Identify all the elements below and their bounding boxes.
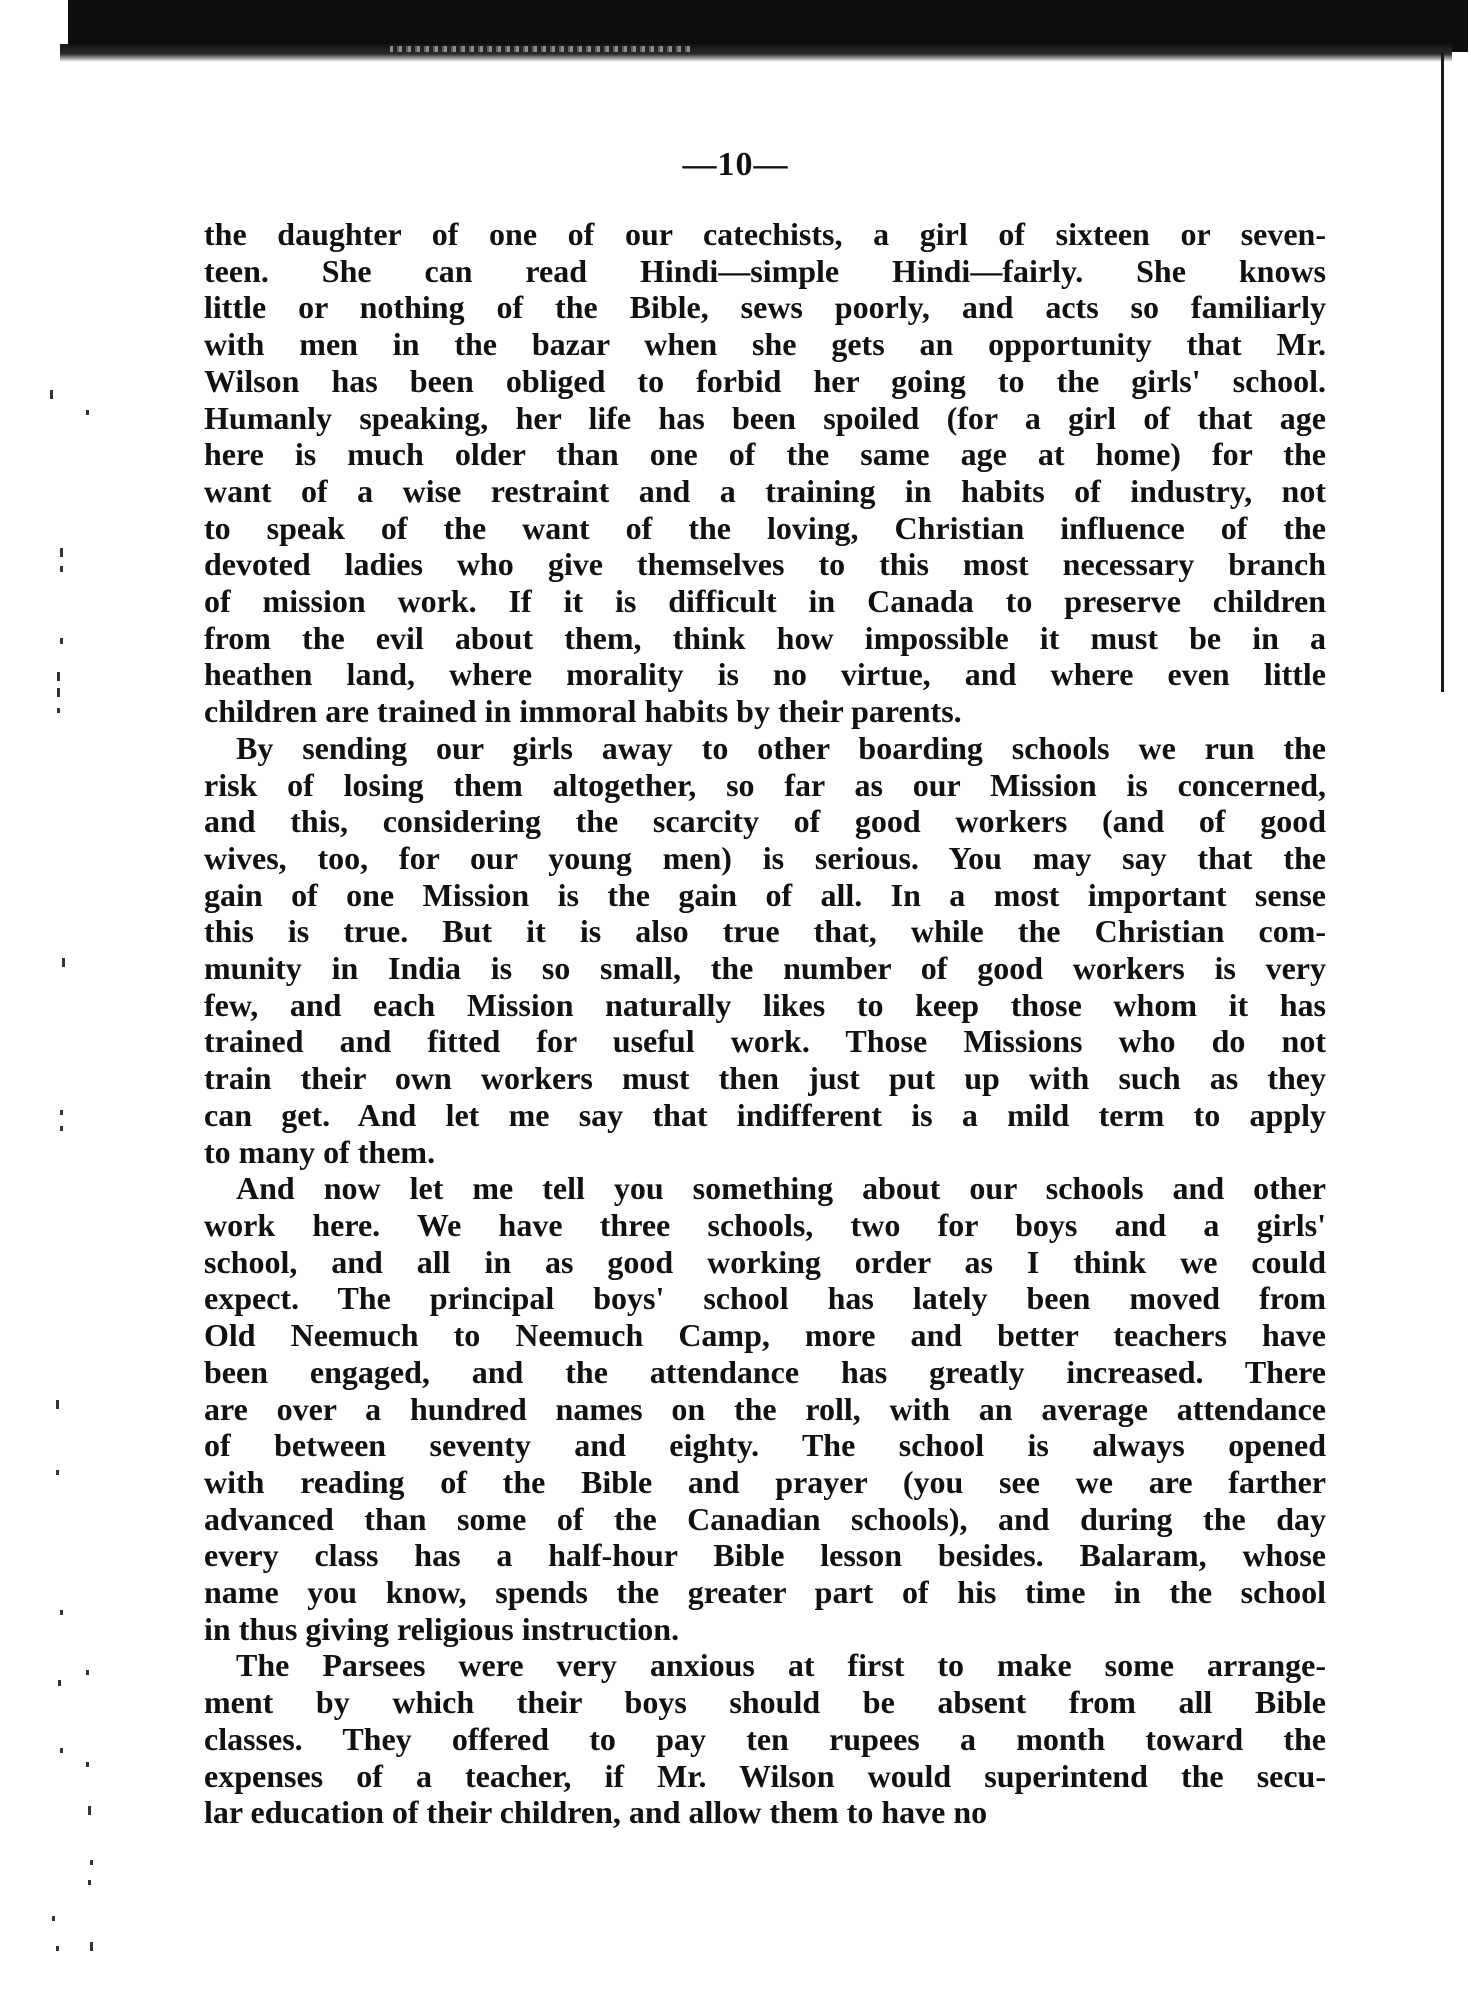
text-line: school, and all in as good working order as I think we could — [204, 1243, 1326, 1280]
text-line: from the evil about them, think how impossible it must be in a — [204, 619, 1326, 656]
text-line: ment by which their boys should be absent from all Bible — [204, 1684, 1326, 1721]
text-line: are over a hundred names on the roll, with an average attendance — [204, 1390, 1326, 1427]
text-line: classes. They offered to pay ten rupees a month toward the — [204, 1720, 1326, 1757]
text-line: Wilson has been obliged to forbid her going to the girls' school. — [204, 362, 1326, 399]
text-line: the daughter of one of our catechists, a girl of sixteen or seven- — [204, 216, 1326, 252]
text-line: munity in India is so small, the number of good workers is very — [204, 950, 1326, 987]
scan-speck — [60, 1126, 63, 1131]
text-line: risk of losing them altogether, so far as our Mission is concerned, — [204, 766, 1326, 803]
text-line: few, and each Mission naturally likes to keep those whom it has — [204, 986, 1326, 1023]
scan-speck — [62, 958, 65, 967]
text-line: this is true. But it is also true that, while the Christian com- — [204, 913, 1326, 950]
text-line: wives, too, for our young men) is serious. You may say that the — [204, 839, 1326, 876]
paragraph — [204, 1647, 1326, 1831]
text-line: expenses of a teacher, if Mr. Wilson would superintend the secu- — [204, 1757, 1326, 1794]
text-line: to many of them. — [204, 1133, 436, 1170]
scan-speck — [60, 1748, 63, 1753]
text-line: work here. We have three schools, two for boys and a girls' — [204, 1206, 1326, 1243]
page-number: —10— — [682, 146, 789, 183]
scan-speck — [86, 1762, 89, 1767]
scan-speck — [56, 1946, 59, 1951]
text-line: expect. The principal boys' school has lately been moved from — [204, 1280, 1326, 1317]
scan-binding-edge — [60, 44, 1452, 62]
scan-speck — [86, 1670, 89, 1675]
text-line: devoted ladies who give themselves to this most necessary branch — [204, 546, 1326, 583]
text-line: heathen land, where morality is no virtue, and where even little — [204, 656, 1326, 693]
text-line: teen. She can read Hindi—simple Hindi—fairly. She knows — [204, 252, 1326, 289]
scan-speck — [57, 688, 60, 697]
scan-speck — [56, 1470, 59, 1475]
text-line: want of a wise restraint and a training in habits of industry, not — [204, 472, 1326, 509]
scan-speck — [60, 566, 63, 572]
text-line: children are trained in immoral habits by their parents. — [204, 693, 962, 730]
scan-speck — [60, 1610, 63, 1615]
text-line: can get. And let me say that indifferent is a mild term to apply — [204, 1096, 1326, 1133]
paragraph — [204, 1170, 1326, 1647]
scan-noise — [390, 46, 690, 52]
text-line: name you know, spends the greater part of his time in the school — [204, 1574, 1326, 1611]
text-line: The Parsees were very anxious at first to make some arrange- — [236, 1647, 1326, 1684]
text-line: By sending our girls away to other boarding schools we run the — [236, 729, 1326, 766]
text-line: here is much older than one of the same age at home) for the — [204, 436, 1326, 473]
text-line: every class has a half-hour Bible lesson besides. Balaram, whose — [204, 1537, 1326, 1574]
paragraph — [204, 216, 1326, 730]
text-line: in thus giving religious instruction. — [204, 1610, 680, 1647]
scan-speck — [56, 1400, 59, 1409]
scan-speck — [86, 410, 89, 415]
text-line: gain of one Mission is the gain of all. In a most important sense — [204, 876, 1326, 913]
text-line: with reading of the Bible and prayer (you see we are farther — [204, 1463, 1326, 1500]
text-line: with men in the bazar when she gets an opportunity that Mr. — [204, 326, 1326, 363]
scan-speck — [57, 672, 60, 681]
scan-speck — [58, 1680, 61, 1686]
scan-speck — [88, 1806, 91, 1815]
text-line: train their own workers must then just put up with such as they — [204, 1060, 1326, 1097]
text-line: of between seventy and eighty. The school is always opened — [204, 1427, 1326, 1464]
scan-speck — [50, 390, 53, 399]
text-line: of mission work. If it is difficult in Canada to preserve children — [204, 583, 1326, 620]
scan-speck — [90, 1942, 93, 1951]
body-text — [204, 216, 1326, 1831]
paragraph — [204, 730, 1326, 1170]
scan-speck — [52, 1916, 55, 1921]
scan-speck — [60, 1110, 63, 1115]
scan-speck — [90, 1860, 93, 1865]
text-line: lar education of their children, and allow them to have no — [204, 1794, 988, 1831]
text-line: been engaged, and the attendance has greatly increased. There — [204, 1353, 1326, 1390]
scan-speck — [57, 708, 60, 713]
scan-speck — [60, 638, 63, 644]
scan-speck — [60, 548, 63, 557]
text-line: advanced than some of the Canadian schools), and during the day — [204, 1500, 1326, 1537]
text-line: little or nothing of the Bible, sews poorly, and acts so familiarly — [204, 289, 1326, 326]
text-line: and this, considering the scarcity of good workers (and of good — [204, 803, 1326, 840]
text-line: Humanly speaking, her life has been spoiled (for a girl of that age — [204, 399, 1326, 436]
scan-speck — [88, 1880, 91, 1885]
text-line: trained and fitted for useful work. Those Missions who do not — [204, 1023, 1326, 1060]
text-line: Old Neemuch to Neemuch Camp, more and better teachers have — [204, 1317, 1326, 1354]
text-line: And now let me tell you something about our schools and other — [236, 1170, 1326, 1207]
text-line: to speak of the want of the loving, Christian influence of the — [204, 509, 1326, 546]
